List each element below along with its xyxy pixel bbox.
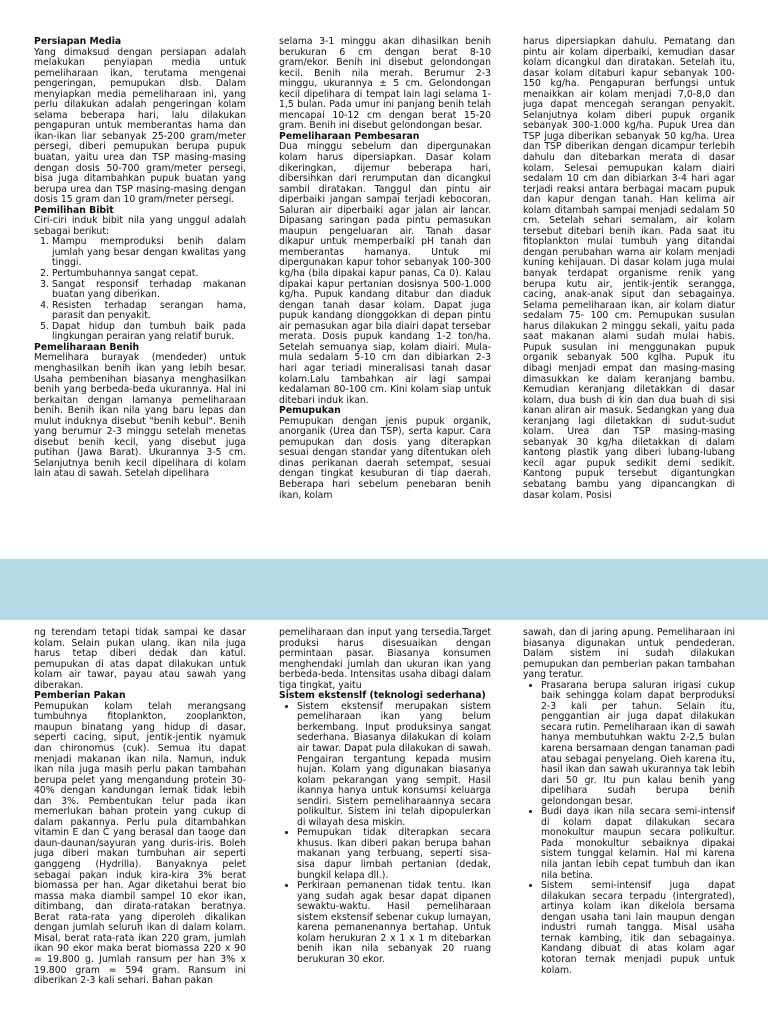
list-item: • Sistem ekstensif merupakan sistem pemeliharaan ikan yang belum berkembang. Input produksinya sangat sederhana. Biasanya dilakukan di kolam air tawar. Dapat pula dilakukan di sawah. Pengairan tergantung kepada musim hujan. Kolam yang digunakan biasanya kolam pekarangan yang sempit. Hasil ikannya hanya untuk konsumsi keluarga sendiri. Sistem pemeliharaannya secara polikultur. Sistem ini telah dipopulerkan di wilayah desa miskin. (297, 702, 491, 829)
heading-pemupukan: Pemupukan (279, 405, 341, 417)
ekstensif-list (279, 702, 491, 966)
heading-pemilihan-bibit: Pemilihan Bibit (34, 204, 114, 216)
page2-column-3 (523, 620, 735, 1024)
page2-column-2 (279, 620, 491, 1024)
list-item: 5. Dapat hidup dan tumbuh baik pada lingkungan perairan yang relatif buruk. (52, 322, 246, 343)
paragraph: Ciri-ciri induk bibit nila yang unggul adalah sebagai berikut: (34, 215, 246, 237)
paragraph: Pemupukan dengan jenis pupuk organik, anorganik (Urea dan TSP), serta kapur. Cara pemupukan dan dosis yang diterapkan sesuai dengan standar yang ditentukan oleh dinas perikanan daerah setempat, sesuai dengan tingkat kesuburan di tiap daerah. Beberapa hari sebelum penebaran benih ikan, kolam (279, 415, 491, 501)
heading-sistem-ekstensif: Sistem ekstenslf (teknologi sederhana) (279, 690, 486, 702)
paragraph: sawah, dan di jaring apung. Pemeliharaan ini biasanya digunakan untuk pendederan. Dalam sistem ini sudah dilakukan pemupukan dan pemberian pakan tambahan yang teratur. (523, 627, 735, 681)
document-page-2 (0, 620, 768, 1024)
heading-persiapan-media: Persiapan Media (34, 36, 122, 47)
heading-pemeliharaan-pembesaran: Pemeliharaan Pembesaran (279, 130, 420, 142)
paragraph: pemeliharaan dan input yang tersedia.Target produksi harus disesuaikan dengan permintaan pasar. Biasanya konsumen menghendaki jumlah dan ukuran ikan yang berbeda-beda. Intensitas usaha dibagi dalam tiga tingkat, yaitu (279, 627, 491, 691)
page1-column-2 (279, 0, 491, 559)
list-item: 3. Sangat responsif terhadap makanan buatan yang diberikan. (52, 280, 246, 301)
semi-intensif-list (523, 681, 735, 976)
heading-pemberian-pakan: Pemberian Pakan (34, 690, 126, 702)
paragraph: Dua minggu sebelum dan dipergunakan kolam harus dipersiapkan. Dasar kolam dikeringkan, dijemur beberapa hari, dibersihkan dari rerumputan dan dicangkul sambil diratakan. Tanggul dan pintu air diperbaiki jangan sampai terjadi kebocoran. Saluran air diperbaiki agar jalan air lancar. Dipasang saringan pada pintu pemasukan maupun pengeluaran air. Tanah dasar dikapur untuk memperbaiki pH tanah dan memberantas hamanya. Untuk mi dipergunakan kapur tohor sebanyak 100-300 kg/ha (bila dipakai kapur panas, Ca 0). Kalau dipakai kapur pertanian dosisnya 500-1.000 kg/ha. Pupuk kandang ditabur dan diaduk dengan tanah dasar kolam. Dapat juga pupuk kandang dionggokkan di depan pintu air pemasukan agar bila diairi dapat tersebar merata. Dosis pupuk kandang 1-2 ton/ha. Setelah semuanya siap, kolam diairi. Mula-mula sedalam 5-10 cm dan dibiarkan 2-3 hari agar teriadi mineralisasi tanah dasar kolam.Lalu tambahkan air lagi sampai kedalaman 80-100 cm. Kini kolam siap untuk ditebari induk ikan. (279, 141, 491, 406)
heading-pemeliharaan-benih: Pemeliharaan Benih (34, 341, 140, 353)
page1-column-3 (523, 0, 735, 559)
list-item: • Budi daya ikan nila secara semi-intensif di kolam dapat dilakukan secara monokultur maupun secara polikultur. Pada monokultur sebaiknya dipakai sistem tunggal kelamin. Hal mi karena nila jantan lebih cepat tumbuh dan ikan nila betina. (541, 807, 735, 881)
list-item: 4. Resisten terhadap serangan hama, parasit dan penyakit. (52, 301, 246, 322)
bibit-criteria-list (34, 237, 246, 342)
list-item: 2. Pertumbuhannya sangat cepat. (52, 269, 246, 280)
list-item: 1. Mampu memproduksi benih dalam jumlah yang besar dengan kwalitas yang tinggi. (52, 237, 246, 269)
list-item: • Pemupukan tidak diterapkan secara khusus. Ikan diberi pakan berupa bahan makanan yang terbuang, seperti sisa-sisa dapur limbah pertanian (dedak, bungkil kelapa dll.). (297, 828, 491, 881)
list-item: • Sistem semi-intensif juga dapat dilakukan secara terpadu (intergrated), artinya kolam ikan dikelola bersama dengan usaha tani lain maupun dengan industri rumah tangga. Misal usaha ternak kambing, itik dan sebagainya. Kandang dibuat di atas kolam agar kotoran ternak menjadi pupuk untuk kolam. (541, 881, 735, 976)
list-item: • Perkiraan pemanenan tidak tentu. Ikan yang sudah agak besar dapat dipanen sewaktu-waktu. Hasil pemeliharaan sistem ekstensif sebenar cukup lumayan, karena pemanenannya bertahap. Untuk kolam herukuran 2 x 1 x 1 m ditebarkan benih ikan nila sebanyak 20 ruang berukuran 30 ekor. (297, 881, 491, 965)
page1-column-1 (34, 0, 246, 559)
list-item: • Prasarana berupa saluran irigasi cukup baik sehingga kolam dapat berproduksi 2-3 kali per tahun. Selain itu, penggantian air juga dapat dilakukan secara rutin. Pemeliharaan ikan di sawah hanya membutuhkan waktu 2-2,5 bulan karena bersamaan dengan tanaman padi atau sebagai penyelang. Oieh karena itu, hasil ikan dan sawah ukurannya tak lebih dari 50 gr. Itu pun kalau benih yang dipelihara sudah berupa benih gelondongan besar. (541, 681, 735, 808)
page2-column-1 (34, 620, 246, 1024)
paragraph: Yang dimaksud dengan persiapan adalah melakukan penyiapan media untuk pemeliharaan ikan, terutama mengenai pengeringan, pemupukan dlsb. Dalam menyiapkan media pemeliharaan ini, yang perlu dilakukan adalah pengeringan kolam selama beberapa hari, lalu dilakukan pengapuran untuk memberantas hama dan ikan-ikan liar sebanyak 25-200 gram/meter persegi, diberi pemupukan berupa pupuk buatan, yaitu urea dan TSP masing-masing dengan dosis 50-700 gram/meter persegi, bisa juga ditambahkan pupuk buatan yang berupa urea dan TSP masing-masing dengan dosis 15 gram dan 10 gram/meter persegi. (34, 46, 246, 206)
paragraph: harus dipersiapkan dahulu. Pematang dan pintu air kolam diperbaiki, kemudian dasar kolam dicangkul dan diratakan. Setelah itu, dasar kolam ditaburi kapur sebanyak 100-150 kg/ha. Pengapuran berfungsi untuk menaikkan air kolam menjadi 7,0-8,0 dan juga dapat mencegah serangan penyakit. Selanjutnya kolam diberi pupuk organik sebanyak 300-1.000 kg/ha. Pupuk Urea dan TSP juga diberikan sebanyak 50 kg/ha. Urea dan TSP diberikan dengan dicampur terlebih dahulu dan ditebarkan merata di dasar kolam. Selesai pemupukan kalam diairi sedalam 10 cm dan dibiarkan 3-4 hari agar terjadi reaksi antara berbagai macam pupuk dan kapur dengan tanah. Han kelima air kolam ditambah sampai menjadi sedalam 50 cm. Setelah sehari semalam, air kolam tersebut ditebari benih ikan. Pada saat itu fitoplankton mulai tumbuh yang ditandai dengan perubahan warna air kolam menjadi kuning kehijauan. Di dasar kolam juga mulai banyak terdapat organisme renik yang berupa kutu air, jentik-jentik serangga, cacing, anak-anak siput dan sebagainya. Selama pemeliharaan ikan, air kolam diatur sedalam 75- 100 cm. Pemupukan susulan harus dilakukan 2 minggu sekali, yaitu pada saat makanan alami sudah mulai habis. Pupuk susulan ini menggunakan pupuk organik sebanyak 500 kglha. Pupuk itu dibagi menjadi empat dan masing-masing dimasukkan ke dalam keranjang bambu. Kemudian keranjang diletakkan di dasar kolam, dua bush di kin dan dua buah di sisi kanan aliran air masuk. Sedangkan yang dua keranjang lagi diletakkan di sudut-sudut kolam. Urea dan TSP masing-masing sebanyak 30 kg/ha diletakkan di dalam kantong plastik yang diberi lubang-lubang kecil agar pupuk sedikit demi sedikit. Kantong pupuk tersebut digantungkan sebatang bambu yang dipancangkan di dasar kolam. Posisi (523, 36, 735, 501)
paragraph: Pemupukan kolam telah merangsang tumbuhnya fitoplankton, zooplankton, maupun binatang yang hidup di dasar, seperti cacing, siput, jentik-jentik nyamuk dan chironomus (cuk). Semua itu dapat menjadi makanan ikan nila. Namun, induk ikan nila juga masih perlu pakan tambahan berupa pelet yang mengandung protein 30-40% dengan kandungan lemak tidak lebih dan 3%. Pembentukan telur pada ikan memerlukan bahan protein yang cukup di dalam pakannya. Perlu pula ditambahkan vitamin E dan C yang berasal dan taoge dan daun-daunan/sayuran yang duris-iris. Boleh juga diberi makan tumbuhan air seperti ganggeng (Hydrilla). Banyaknya pelet sebagai pakan induk kira-kira 3% berat biomassa per han. Agar diketahui berat bio massa maka diambil sampel 10 ekor ikan, ditimbang, dan dirata-ratakan beratnya. Berat rata-rata yang diperoleh dikalikan dengan jumlah seluruh ikan di dalam kolam. Misal, berat rata-rata ikan 220 gram, jumlah ikan 90 ekor maka berat biomassa 220 x 90 = 19.800 g. Jumlah ransum per han 3% x 19.800 gram = 594 gram. Ransum ini diberikan 2-3 kali sehari. Bahan pakan (34, 700, 246, 987)
paragraph: ng terendam tetapi tidak sampai ke dasar kolam. Selain pukan ulang. ikan nila juga harus tetap diberi dedak dan katul. pemupukan di atas dapat dilakukan untuk kolam air tawar, payau atau sawah yang diberakan. (34, 627, 246, 691)
paragraph: Memelihara burayak (mendeder) untuk menghasilkan benih ikan yang lebih besar. Usaha pembenihan biasanya menghasilkan benih yang berbeda-beda ukurannya. Hal ini berkaitan dengan lamanya pemeliharaan benih. Benih ikan nila yang baru lepas dan mulut induknya disebut "benih kebul". Benih yang berumur 2-3 minggu setelah menetas disebut benih kecil, yang disebut juga putihan (Jawa Barat). Ukurannya 3-5 cm. Selanjutnya benih kecil dipelihara di kolam lain atau di sawah. Setelah dipelihara (34, 352, 246, 480)
paragraph: selama 3-1 minggu akan dihasilkan benih berukuran 6 cm dengan berat 8-10 gram/ekor. Benih ini disebut gelondongan kecil. Benih nila merah. Berumur 2-3 minggu, ukurannya ± 5 cm. Gelondongan kecil dipelihara di tempat lain lagi selama 1- 1,5 bulan. Pada umur ini panjang benih telah mencapai 10-12 cm dengan berat 15-20 gram. Benih ini disebut gelondongan besar. (279, 36, 491, 132)
